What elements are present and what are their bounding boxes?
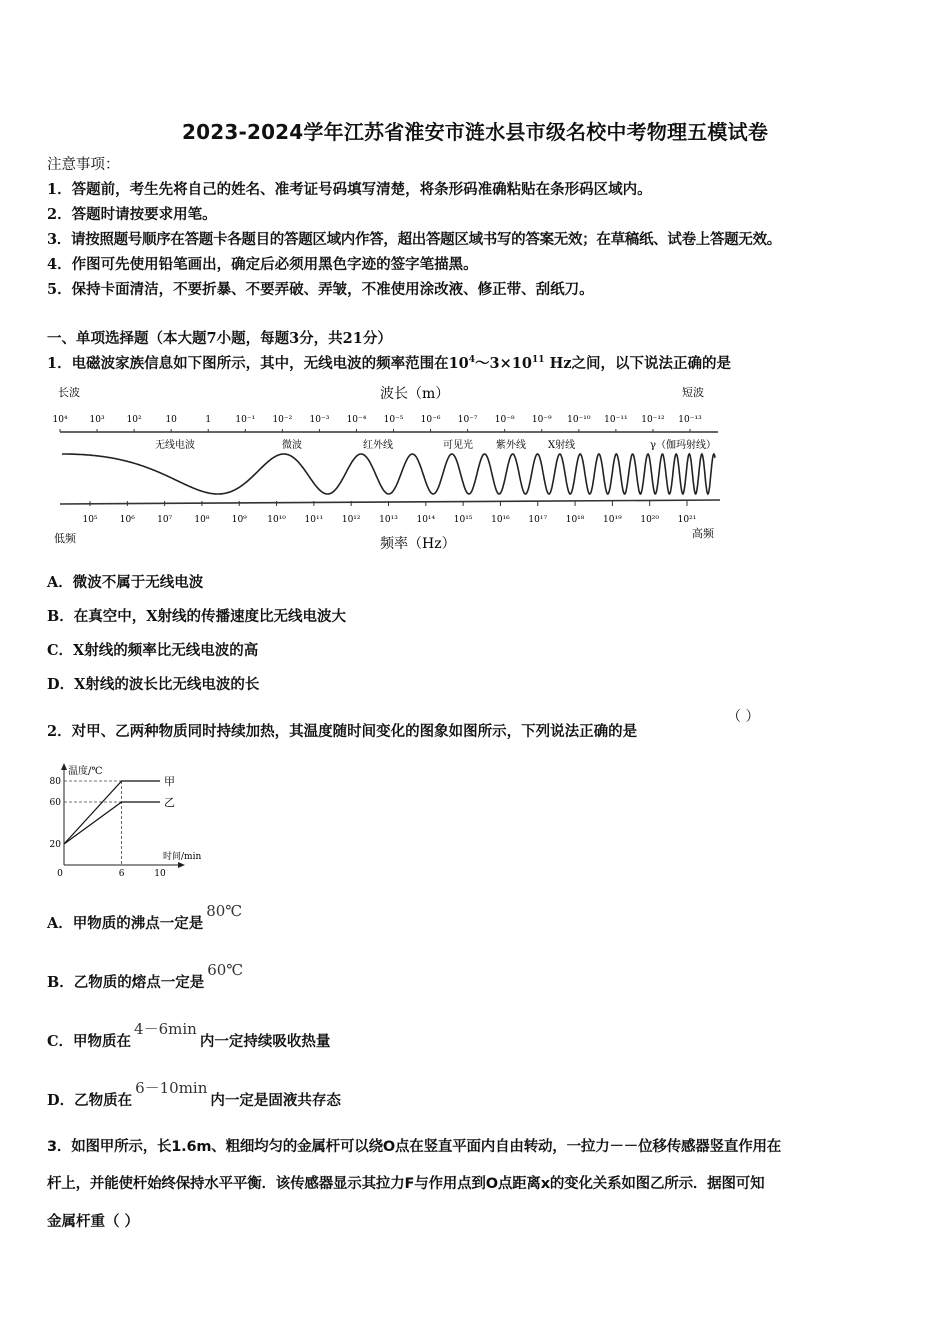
frequency-tick-label: 10⁶ <box>119 515 135 525</box>
band-label: 无线电波 <box>155 440 195 451</box>
frequency-tick-label: 10¹⁴ <box>416 515 436 525</box>
wavelength-tick-label: 10⁻⁷ <box>457 415 478 425</box>
frequency-tick-label: 10¹¹ <box>304 515 324 525</box>
q2-option-b-math: 60℃ <box>207 961 244 979</box>
notice-item-3: 3．请按照题号顺序在答题卡各题目的答题区域内作答，超出答题区域书写的答案无效；在草稿纸、试卷上答题无效。 <box>47 231 781 248</box>
band-labels <box>155 438 716 451</box>
top-right-label: 短波 <box>682 386 704 399</box>
q2-option-d[interactable]: D．乙物质在6－10min内一定是固液共存态 <box>47 1079 341 1109</box>
em-spectrum-figure <box>50 380 730 555</box>
wavelength-tick-label: 10⁻⁵ <box>383 415 404 425</box>
band-label: γ（伽玛射线） <box>650 440 716 451</box>
band-label: X射线 <box>548 440 576 451</box>
bottom-right-label: 高频 <box>692 527 714 540</box>
notice-item-4: 4．作图可先使用铅笔画出，确定后必须用黑色字迹的签字笔描黑。 <box>47 256 478 273</box>
temperature-chart <box>45 760 220 880</box>
notice-item-2: 2．答题时请按要求用笔。 <box>47 206 217 223</box>
q3-line-2: 杆上，并能使杆始终保持水平平衡．该传感器显示其拉力F与作用点到O点距离x的变化关系如图乙所示．据图可知 <box>47 1176 765 1192</box>
wavelength-tick-label: 10⁻¹³ <box>678 415 702 425</box>
wavelength-tick-label: 1 <box>205 415 212 425</box>
frequency-tick-label: 10¹⁷ <box>528 515 548 525</box>
y-tick-label: 80 <box>49 777 61 787</box>
wave-curve <box>62 454 715 494</box>
frequency-tick-label: 10¹³ <box>379 515 398 525</box>
frequency-tick-label: 10⁵ <box>82 515 98 525</box>
top-title: 波长（m） <box>380 386 450 402</box>
wavelength-tick-label: 10³ <box>89 415 105 425</box>
series-label: 乙 <box>164 796 175 809</box>
q2-option-a-math: 80℃ <box>206 902 243 920</box>
q1-option-c[interactable]: C．X射线的频率比无线电波的高 <box>47 642 259 659</box>
wavelength-tick-label: 10⁻¹² <box>641 415 665 425</box>
notice-item-1: 1．答题前，考生先将自己的姓名、准考证号码填写清楚，将条形码准确粘贴在条形码区域内。 <box>47 181 652 198</box>
y-tick-label: 20 <box>49 840 61 850</box>
frequency-tick-label: 10¹⁶ <box>491 515 510 525</box>
q2-stem: 2．对甲、乙两种物质同时持续加热，其温度随时间变化的图象如图所示，下列说法正确的是 <box>47 723 638 740</box>
frequency-tick-label: 10¹² <box>341 515 361 525</box>
wavelength-tick-label: 10⁴ <box>52 415 68 425</box>
wavelength-tick-label: 10⁻⁹ <box>531 415 552 425</box>
wavelength-tick-label: 10⁻¹¹ <box>604 415 628 425</box>
q2-option-d-math: 6－10min <box>135 1079 208 1097</box>
wavelength-tick-label: 10⁻⁶ <box>420 415 441 425</box>
chart-layer <box>50 775 175 879</box>
x-tick-label: 6 <box>118 869 125 879</box>
wavelength-tick-label: 10⁻⁸ <box>494 415 515 425</box>
series-line-jia <box>64 781 160 844</box>
wavelength-tick-label: 10⁻³ <box>309 415 330 425</box>
frequency-tick-label: 10⁷ <box>157 515 173 525</box>
band-label: 紫外线 <box>496 440 526 451</box>
q2-option-b[interactable]: B．乙物质的熔点一定是60℃ <box>47 961 244 991</box>
frequency-tick-label: 10²⁰ <box>640 515 660 525</box>
x-axis-arrow <box>178 862 185 868</box>
y-axis-label: 温度/℃ <box>68 766 103 777</box>
q1-option-a[interactable]: A．微波不属于无线电波 <box>47 574 204 591</box>
page-title: 2023-2024学年江苏省淮安市涟水县市级名校中考物理五模试卷 <box>181 120 769 144</box>
q1-option-b[interactable]: B．在真空中，X射线的传播速度比无线电波大 <box>47 608 347 625</box>
frequency-tick-label: 10¹⁸ <box>565 515 585 525</box>
q3-line-3: 金属杆重（ ） <box>47 1214 140 1230</box>
notice-heading: 注意事项： <box>47 157 120 173</box>
band-label: 微波 <box>282 440 302 451</box>
x-tick-label: 0 <box>57 869 63 879</box>
x-tick-label: 10 <box>154 869 166 879</box>
wavelength-tick-label: 10⁻⁴ <box>346 415 367 425</box>
wavelength-tick-label: 10⁻¹⁰ <box>567 415 591 425</box>
frequency-tick-label: 10²¹ <box>677 515 697 525</box>
y-axis-arrow <box>61 763 67 770</box>
frequency-tick-label: 10⁸ <box>194 515 210 525</box>
bottom-title: 频率（Hz） <box>380 536 456 552</box>
q1-option-d[interactable]: D．X射线的波长比无线电波的长 <box>47 676 260 693</box>
wavelength-tick-label: 10 <box>165 415 177 425</box>
frequency-ticks <box>82 501 696 525</box>
q2-option-c[interactable]: C．甲物质在4－6min内一定持续吸收热量 <box>47 1020 331 1050</box>
band-label: 红外线 <box>363 440 393 451</box>
q3-line-1: 3．如图甲所示，长1.6m、粗细均匀的金属杆可以绕O点在竖直平面内自由转动，一拉力－－位移传感器竖直作用在 <box>47 1139 782 1155</box>
q2-option-c-math: 4－6min <box>134 1020 197 1038</box>
notice-item-5: 5．保持卡面清洁，不要折暴、不要弄破、弄皱，不准使用涂改液、修正带、刮纸刀。 <box>47 281 594 298</box>
band-label: 可见光 <box>443 440 473 451</box>
q2-option-a[interactable]: A．甲物质的沸点一定是80℃ <box>47 902 243 932</box>
series-label: 甲 <box>164 775 175 788</box>
frequency-tick-label: 10¹⁵ <box>453 515 473 525</box>
wavelength-tick-label: 10⁻² <box>272 415 293 425</box>
wavelength-tick-label: 10² <box>126 415 142 425</box>
wavelength-tick-label: 10⁻¹ <box>235 415 256 425</box>
frequency-tick-label: 10¹⁰ <box>267 515 286 525</box>
y-tick-label: 60 <box>49 798 61 808</box>
frequency-tick-label: 10¹⁹ <box>603 515 622 525</box>
x-axis-label: 时间/min <box>163 852 202 862</box>
bottom-left-label: 低频 <box>54 532 76 545</box>
q2-answer-paren: （ ） <box>727 709 760 725</box>
frequency-tick-label: 10⁹ <box>231 515 247 525</box>
wavelength-ticks <box>52 415 702 432</box>
series-line-yi <box>64 802 160 844</box>
section-heading: 一、单项选择题（本大题7小题，每题3分，共21分） <box>47 330 392 347</box>
top-left-label: 长波 <box>58 386 80 399</box>
frequency-axis <box>60 500 720 504</box>
q1-stem: 1．电磁波家族信息如下图所示，其中，无线电波的频率范围在$10^4\sim 3\times 10^{11}$ Hz之间，以下说法正确的是 <box>47 355 731 372</box>
